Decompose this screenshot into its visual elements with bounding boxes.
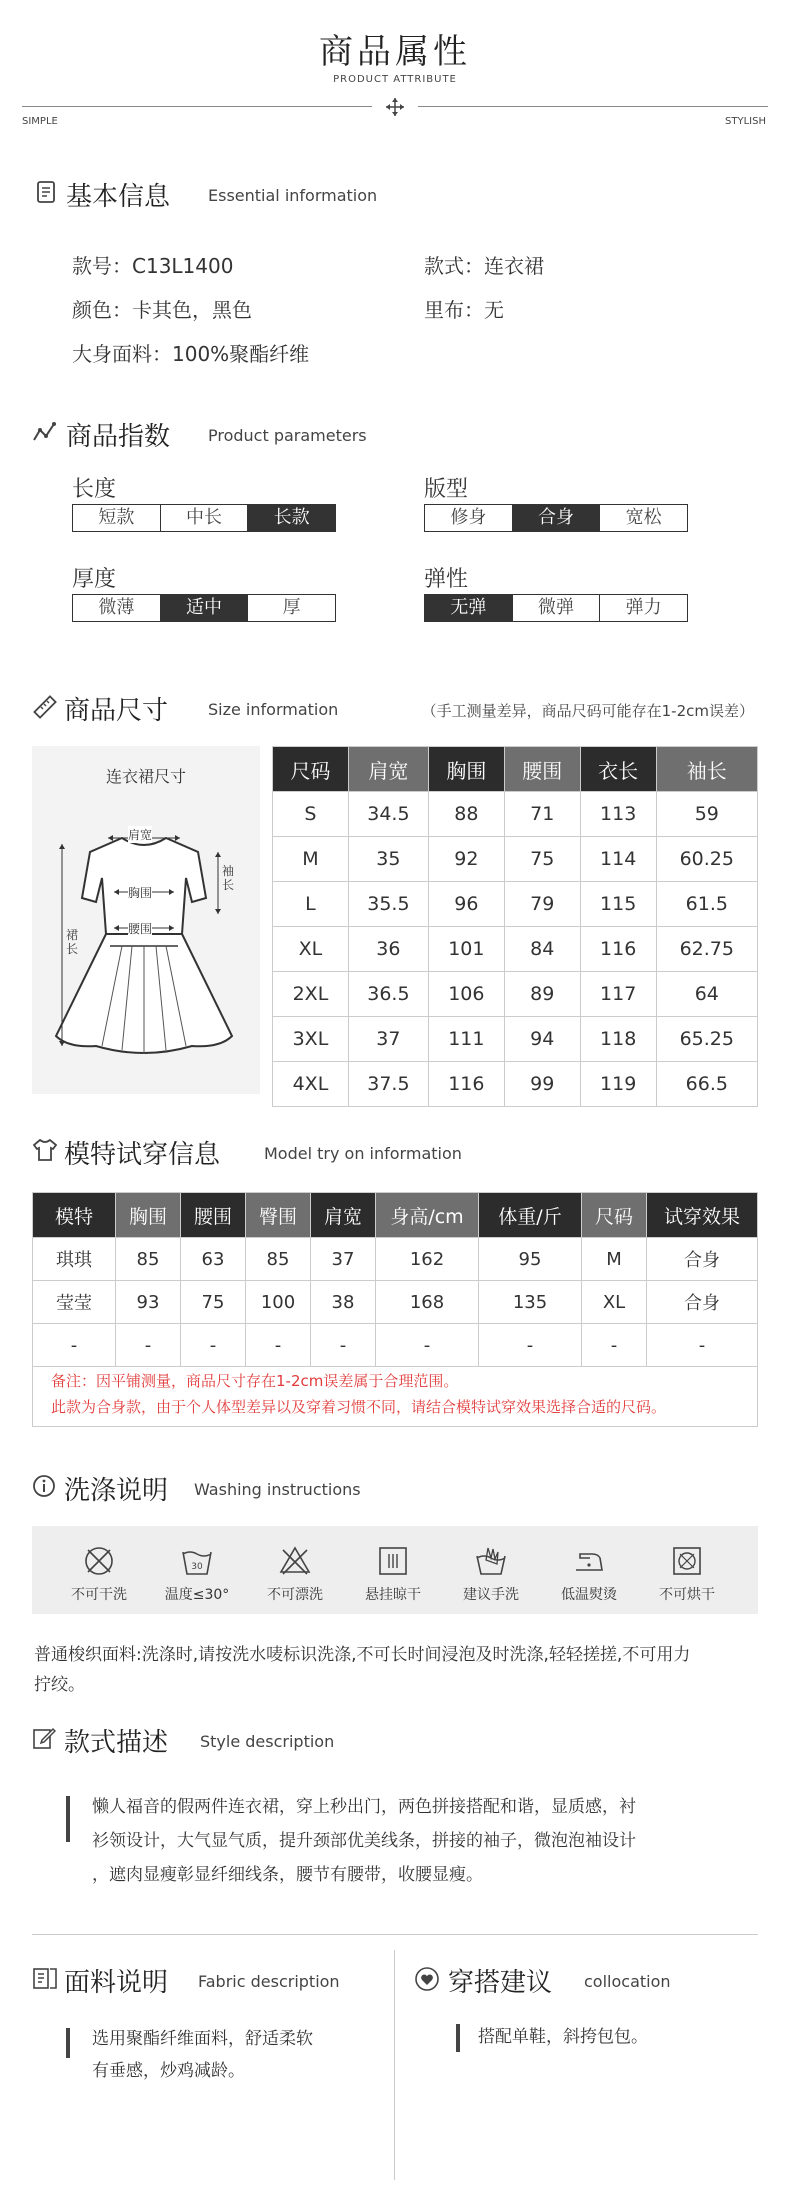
book-icon	[32, 1966, 56, 1990]
table-row: 2XL 36.5 106 89 117 64	[273, 972, 758, 1017]
fabric-text-bar	[66, 2028, 70, 2058]
style-line-2: 衫领设计，大气显气质，提升颈部优美线条，拼接的袖子，微泡泡袖设计	[92, 1831, 636, 1851]
shirt-icon	[32, 1138, 56, 1162]
length-selector	[72, 504, 336, 532]
elasticity-label: 弹性	[424, 567, 469, 592]
color-info: 颜色：卡其色，黑色	[72, 298, 252, 322]
table-row: 4XL 37.5 116 99 119 66.5	[273, 1062, 758, 1107]
model-header-weight: 体重/斤	[479, 1193, 582, 1238]
size-title: 商品尺寸	[64, 696, 169, 726]
size-header-size: 尺码	[273, 747, 349, 792]
no-dry-clean-icon	[82, 1544, 116, 1578]
lining-info: 里布：无	[424, 298, 504, 322]
washing-subtitle: Washing instructions	[194, 1480, 361, 1499]
model-note-2: 此款为合身款，由于个人体型差异以及穿着习惯不同，请结合模特试穿效果选择合适的尺码。	[51, 1398, 667, 1416]
table-row: 莹莹 93 75 100 38 168 135 XL 合身	[33, 1281, 758, 1324]
dress-diagram	[32, 746, 260, 1094]
model-header-height: 身高/cm	[376, 1193, 479, 1238]
size-header-shoulder: 肩宽	[348, 747, 428, 792]
header-divider-right	[418, 106, 768, 107]
table-row: 琪琪 85 63 85 37 162 95 M 合身	[33, 1238, 758, 1281]
wash-item: 建议手洗	[446, 1526, 536, 1604]
diagram-sleeve-label: 袖长	[222, 864, 235, 892]
washing-text-line-2: 拧绞。	[34, 1675, 85, 1695]
header-divider-left	[22, 106, 372, 107]
no-bleach-icon	[278, 1544, 312, 1578]
model-header-shoulder: 肩宽	[311, 1193, 376, 1238]
elasticity-option-none: 无弹	[425, 595, 512, 621]
thickness-option-thick: 厚	[247, 595, 335, 621]
page-title: 商品属性	[319, 32, 471, 72]
wash-item: 不可烘干	[642, 1526, 732, 1604]
model-title: 模特试穿信息	[64, 1140, 221, 1170]
size-table	[272, 746, 758, 1107]
table-row: - - - - - - - - -	[33, 1324, 758, 1367]
cross-ornament-icon	[384, 96, 406, 118]
hang-dry-icon	[376, 1544, 410, 1578]
diagram-title: 连衣裙尺寸	[105, 767, 186, 786]
style-subtitle: Style description	[200, 1732, 335, 1751]
ruler-icon	[32, 694, 56, 718]
length-label: 长度	[72, 477, 117, 502]
table-row: L 35.5 96 79 115 61.5	[273, 882, 758, 927]
style-line-1: 懒人福音的假两件连衣裙，穿上秒出门，两色拼接搭配和谐，显质感，衬	[92, 1797, 636, 1817]
model-header-size: 尺码	[582, 1193, 647, 1238]
wash-item: 不可干洗	[54, 1526, 144, 1604]
divider	[32, 1934, 758, 1935]
length-option-short: 短款	[98, 507, 135, 528]
diagram-chest-label: 胸围	[128, 886, 153, 900]
style-number: 款号：C13L1400	[72, 254, 234, 278]
wash-item: 30 温度≤30°	[152, 1526, 242, 1604]
params-title: 商品指数	[66, 422, 171, 452]
fit-label: 版型	[424, 477, 469, 502]
model-subtitle: Model try on information	[264, 1144, 462, 1163]
fit-option-slim: 修身	[450, 507, 487, 528]
collocation-subtitle: collocation	[584, 1972, 671, 1991]
elasticity-selector	[424, 594, 688, 622]
table-row: S 34.5 88 71 113 59	[273, 792, 758, 837]
style-title: 款式描述	[64, 1728, 169, 1758]
size-header-length: 衣长	[580, 747, 656, 792]
table-row: 3XL 37 111 94 118 65.25	[273, 1017, 758, 1062]
elasticity-option-stretch: 弹力	[599, 595, 687, 621]
model-header-waist: 腰围	[181, 1193, 246, 1238]
edit-icon	[32, 1726, 56, 1750]
wash-item: 不可漂洗	[250, 1526, 340, 1604]
washing-title: 洗涤说明	[64, 1476, 169, 1506]
size-note: （手工测量差异，商品尺码可能存在1-2cm误差）	[421, 702, 754, 720]
basic-info-subtitle: Essential information	[208, 186, 378, 205]
fit-selector	[424, 504, 688, 532]
model-header-fit: 试穿效果	[647, 1193, 758, 1238]
fit-option-loose: 宽松	[599, 505, 687, 531]
wash-item: 悬挂晾干	[348, 1526, 438, 1604]
diagram-length-label: 裙长	[66, 928, 79, 956]
fabric-subtitle: Fabric description	[198, 1972, 340, 1991]
fabric-line-1: 选用聚酯纤维面料，舒适柔软	[92, 2029, 313, 2049]
document-icon	[34, 180, 58, 204]
svg-text:30: 30	[191, 1562, 203, 1572]
model-header-chest: 胸围	[116, 1193, 181, 1238]
table-row: XL 36 101 84 116 62.75	[273, 927, 758, 972]
hand-wash-icon	[474, 1544, 508, 1578]
style-line-3: ，遮肉显瘦彰显纤细线条，腰节有腰带，收腰显瘦。	[92, 1865, 483, 1885]
info-icon	[32, 1474, 56, 1498]
fabric-title: 面料说明	[64, 1968, 169, 1998]
stylish-tag: STYLISH	[725, 116, 766, 127]
model-header-name: 模特	[33, 1193, 116, 1238]
params-subtitle: Product parameters	[208, 426, 367, 445]
style-text-bar	[66, 1796, 70, 1842]
size-subtitle: Size information	[208, 700, 339, 719]
low-iron-icon	[572, 1544, 606, 1578]
model-header-hip: 臀围	[246, 1193, 311, 1238]
page-subtitle: PRODUCT ATTRIBUTE	[333, 74, 457, 85]
chart-line-icon	[32, 420, 56, 444]
thickness-label: 厚度	[72, 567, 117, 592]
size-header-sleeve: 袖长	[656, 747, 757, 792]
length-option-long: 长款	[247, 505, 335, 531]
washing-icons-panel	[32, 1526, 758, 1614]
model-notes-box	[32, 1360, 758, 1427]
collocation-title: 穿搭建议	[448, 1968, 553, 1998]
simple-tag: SIMPLE	[22, 116, 58, 127]
thickness-option-medium: 适中	[160, 595, 248, 621]
column-divider	[394, 1950, 395, 2180]
diagram-waist-label: 腰围	[128, 922, 153, 936]
length-option-mid: 中长	[160, 505, 248, 531]
fabric-info: 大身面料：100%聚酯纤维	[72, 342, 310, 366]
table-row: M 35 92 75 114 60.25	[273, 837, 758, 882]
collocation-text-bar	[456, 2024, 460, 2052]
collocation-line-1: 搭配单鞋，斜挎包包。	[478, 2027, 648, 2047]
basic-info-title: 基本信息	[66, 182, 171, 212]
fabric-line-2: 有垂感，炒鸡减龄。	[92, 2061, 245, 2081]
size-header-waist: 腰围	[504, 747, 580, 792]
elasticity-option-slight: 微弹	[512, 595, 600, 621]
fit-option-regular: 合身	[512, 505, 600, 531]
no-tumble-dry-icon	[670, 1544, 704, 1578]
thickness-option-thin: 微薄	[98, 597, 135, 618]
size-header-chest: 胸围	[428, 747, 504, 792]
wash-30-icon	[180, 1544, 214, 1578]
washing-text-line-1: 普通梭织面料:洗涤时,请按洗水唛标识洗涤,不可长时间浸泡及时洗涤,轻轻搓搓,不可用力	[34, 1645, 691, 1665]
thickness-selector	[72, 594, 336, 622]
heart-icon	[414, 1966, 438, 1990]
style-type: 款式：连衣裙	[424, 254, 544, 278]
model-note-1: 备注：因平铺测量，商品尺寸存在1-2cm误差属于合理范围。	[51, 1372, 459, 1390]
wash-item: 低温熨烫	[544, 1526, 634, 1604]
model-table	[32, 1192, 758, 1367]
diagram-shoulder-label: 肩宽	[128, 828, 153, 842]
